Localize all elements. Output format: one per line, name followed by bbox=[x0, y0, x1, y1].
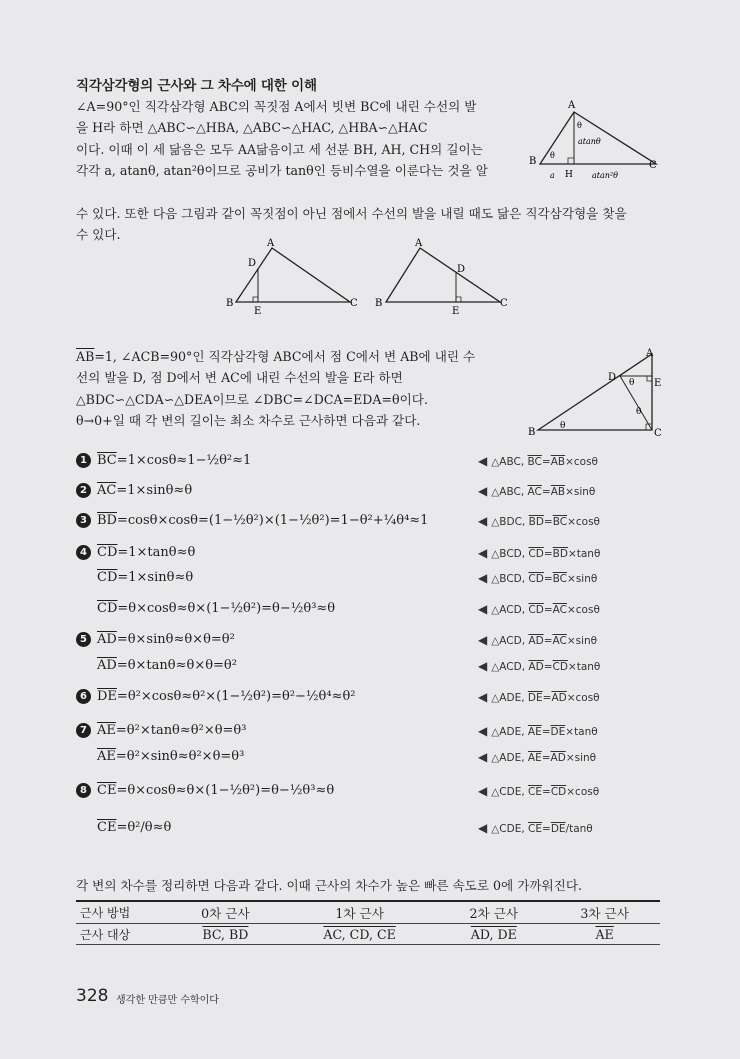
intro-line: 을 H라 하면 △ABC∽△HBA, △ABC∽△HAC, △HBA∽△HAC bbox=[76, 120, 428, 136]
table-header-cell: 1차 근사 bbox=[281, 901, 439, 924]
equation-segment: $\overline{CD}$ bbox=[97, 545, 118, 560]
note-arrow: ◀ bbox=[478, 484, 488, 498]
page-number: 328 bbox=[76, 986, 109, 1006]
note-text: = bbox=[542, 786, 551, 798]
equation-note bbox=[478, 598, 600, 620]
equation-segment: $\overline{CE}$ bbox=[97, 783, 117, 798]
fig1-label-H: H bbox=[565, 170, 573, 180]
intro-paragraph-cont bbox=[76, 203, 666, 246]
order-table bbox=[76, 900, 660, 945]
equation-segment: $\overline{CD}$ bbox=[97, 570, 118, 585]
note-segment: $\overline{CD}$ bbox=[550, 786, 567, 798]
equation-expression: =θ×tanθ≈θ×θ=θ² bbox=[116, 658, 237, 673]
equation-note bbox=[478, 450, 598, 472]
summary-text: 각 변의 차수를 정리하면 다음과 같다. 이때 근사의 차수가 높은 빠른 속도로 0에 가까워진다. bbox=[76, 878, 583, 893]
fig4-label-A: A bbox=[646, 348, 654, 359]
intro-line: ∠A=90°인 직각삼각형 ABC의 꼭짓점 A에서 빗변 BC에 내린 수선의 발 bbox=[76, 99, 477, 114]
table-header-cell: 2차 근사 bbox=[438, 901, 549, 924]
note-text: = bbox=[542, 823, 551, 835]
note-segment: $\overline{DE}$ bbox=[527, 692, 543, 704]
note-text: △ACD, bbox=[491, 661, 529, 673]
note-segment: $\overline{AD}$ bbox=[551, 692, 567, 704]
note-text: ×cosθ bbox=[565, 456, 598, 468]
problem-line: =1, ∠ACB=90°인 직각삼각형 ABC에서 점 C에서 변 AB에 내린 수 bbox=[94, 349, 476, 364]
note-segment: $\overline{BC}$ bbox=[552, 573, 568, 585]
equation-segment: $\overline{AE}$ bbox=[97, 723, 116, 738]
note-segment: $\overline{CD}$ bbox=[528, 573, 544, 585]
equation-segment: $\overline{AE}$ bbox=[97, 749, 116, 764]
equation-segment: $\overline{AD}$ bbox=[97, 658, 117, 673]
fig1-side-atan2: atan²θ bbox=[592, 171, 618, 180]
equation-expression: =θ²×cosθ≈θ²×(1−½θ²)=θ²−½θ⁴≈θ² bbox=[116, 689, 356, 704]
note-segment: $\overline{AC}$ bbox=[552, 635, 567, 647]
note-text: = bbox=[542, 692, 552, 704]
equation-expression: =θ×cosθ≈θ×(1−½θ²)=θ−½θ³≈θ bbox=[116, 783, 335, 798]
fig2-label-B: B bbox=[226, 298, 234, 309]
note-segment: $\overline{DE}$ bbox=[550, 726, 566, 738]
note-text: △BCD, bbox=[491, 573, 529, 585]
segment-ab: $\overline{AB}$ bbox=[76, 349, 95, 364]
fig3-label-B: B bbox=[375, 298, 383, 309]
note-text: △ADE, bbox=[491, 726, 528, 738]
fig1-label-C: C bbox=[649, 160, 657, 171]
equation-note bbox=[478, 780, 599, 802]
note-segment: $\overline{AC}$ bbox=[527, 486, 542, 498]
problem-line: θ→0+일 때 각 변의 길이는 최소 차수로 근사하면 다음과 같다. bbox=[76, 413, 421, 429]
note-text: △ABC, bbox=[491, 456, 528, 468]
equation-segment: $\overline{CE}$ bbox=[97, 820, 117, 835]
note-arrow: ◀ bbox=[478, 602, 488, 616]
equation-number: 1 bbox=[76, 453, 91, 468]
note-text: ×sinθ bbox=[565, 752, 597, 764]
note-text: △BCD, bbox=[491, 548, 529, 560]
problem-line: 선의 발을 D, 점 D에서 변 AC에 내린 수선의 발을 E라 하면 bbox=[76, 370, 403, 386]
note-segment: $\overline{AD}$ bbox=[550, 752, 566, 764]
equation-note bbox=[478, 655, 600, 677]
problem-line: △BDC∽△CDA∽△DEA이므로 ∠DBC=∠DCA=EDA=θ이다. bbox=[76, 391, 428, 407]
note-text: = bbox=[543, 516, 553, 528]
note-segment: $\overline{CD}$ bbox=[552, 661, 568, 673]
note-text: = bbox=[543, 635, 553, 647]
note-text: ×sinθ bbox=[565, 486, 596, 498]
note-text: ×tanθ bbox=[567, 661, 601, 673]
fig2-label-A: A bbox=[267, 238, 275, 249]
footer-title: 생각한 만큼만 수학이다 bbox=[116, 995, 219, 1006]
fig1-theta: θ bbox=[550, 151, 555, 160]
note-text: /tanθ bbox=[565, 823, 593, 835]
note-text: △ADE, bbox=[491, 692, 528, 704]
note-text: = bbox=[543, 661, 553, 673]
fig3-label-D: D bbox=[457, 264, 466, 275]
note-text: △BDC, bbox=[491, 516, 529, 528]
note-text: = bbox=[541, 456, 551, 468]
table-row bbox=[76, 924, 660, 945]
note-text: = bbox=[541, 486, 551, 498]
note-arrow: ◀ bbox=[478, 633, 488, 647]
equation-row bbox=[76, 686, 356, 708]
intro-line: 이다. 이때 이 세 닮음은 모두 AA닮음이고 세 선분 BH, AH, CH의 길이는 bbox=[76, 141, 483, 157]
note-text: △CDE, bbox=[491, 823, 529, 835]
fig4-label-D: D bbox=[608, 372, 617, 383]
note-segment: $\overline{AD}$ bbox=[528, 661, 544, 673]
figure-altitude-triangle bbox=[528, 98, 668, 180]
equation-row bbox=[76, 746, 244, 768]
note-text: △CDE, bbox=[491, 786, 529, 798]
note-arrow: ◀ bbox=[478, 546, 488, 560]
fig2-label-C: C bbox=[350, 298, 358, 309]
equation-expression: =θ²×sinθ≈θ²×θ=θ³ bbox=[115, 749, 245, 764]
equation-note bbox=[478, 720, 598, 742]
equation-number: 8 bbox=[76, 783, 91, 798]
fig4-theta-b: θ bbox=[560, 421, 566, 431]
equation-segment: $\overline{BC}$ bbox=[97, 453, 117, 468]
equation-segment: $\overline{AD}$ bbox=[97, 632, 117, 647]
note-text: ×cosθ bbox=[566, 604, 600, 616]
table-header-cell: 근사 방법 bbox=[76, 901, 170, 924]
note-text: △ACD, bbox=[491, 604, 529, 616]
note-text: = bbox=[543, 604, 553, 616]
note-segment: $\overline{AE}$ bbox=[527, 752, 542, 764]
fig3-label-E: E bbox=[452, 306, 460, 316]
equation-row bbox=[76, 567, 193, 589]
equation-note bbox=[478, 542, 600, 564]
fig1-side-a: a bbox=[550, 171, 555, 180]
equation-note bbox=[478, 817, 593, 839]
equation-number: 4 bbox=[76, 545, 91, 560]
note-text: ×tanθ bbox=[565, 726, 598, 738]
table-cell: BC, BD bbox=[170, 924, 281, 945]
equation-expression: =θ×sinθ≈θ×θ=θ² bbox=[116, 632, 235, 647]
equation-row bbox=[76, 598, 335, 620]
note-segment: $\overline{BC}$ bbox=[527, 456, 542, 468]
problem-paragraph bbox=[76, 346, 526, 432]
note-arrow: ◀ bbox=[478, 821, 488, 835]
note-segment: $\overline{AC}$ bbox=[552, 604, 567, 616]
note-text: = bbox=[543, 548, 553, 560]
equation-row bbox=[76, 780, 334, 802]
note-arrow: ◀ bbox=[478, 454, 488, 468]
equation-expression: =cosθ×cosθ=(1−½θ²)×(1−½θ²)=1−θ²+¼θ⁴≈1 bbox=[116, 513, 429, 528]
figure-nested-triangle bbox=[528, 346, 668, 438]
figure-triangle-right bbox=[372, 236, 512, 316]
figure-triangle-left bbox=[220, 236, 360, 316]
equation-expression: =θ×cosθ≈θ×(1−½θ²)=θ−½θ³≈θ bbox=[117, 601, 336, 616]
table-header-row bbox=[76, 901, 660, 924]
note-text: ×cosθ bbox=[566, 786, 600, 798]
note-text: ×tanθ bbox=[567, 548, 601, 560]
equation-segment: $\overline{DE}$ bbox=[97, 689, 117, 704]
intro-line: 수 있다. 또한 다음 그림과 같이 꼭짓점이 아닌 점에서 수선의 발을 내릴 때도 닮은 직각삼각형을 찾을 bbox=[76, 206, 627, 221]
section-heading: 직각삼각형의 근사와 그 차수에 대한 이해 bbox=[76, 78, 317, 94]
table-header-cell: 0차 근사 bbox=[170, 901, 281, 924]
note-text: ×sinθ bbox=[567, 573, 598, 585]
fig4-label-E: E bbox=[654, 378, 662, 389]
table-header-cell: 3차 근사 bbox=[549, 901, 660, 924]
equation-row bbox=[76, 655, 237, 677]
note-arrow: ◀ bbox=[478, 724, 488, 738]
note-segment: $\overline{BD}$ bbox=[528, 516, 544, 528]
fig2-label-D: D bbox=[248, 258, 257, 269]
note-segment: $\overline{CE}$ bbox=[528, 786, 543, 798]
equation-row bbox=[76, 480, 192, 502]
fig2-label-E: E bbox=[254, 306, 262, 316]
note-text: △ACD, bbox=[491, 635, 529, 647]
fig4-theta-d: θ bbox=[629, 378, 635, 388]
note-segment: $\overline{CD}$ bbox=[528, 604, 544, 616]
fig3-label-A: A bbox=[415, 238, 423, 249]
equation-row bbox=[76, 542, 195, 564]
equation-row bbox=[76, 720, 246, 742]
note-text: ×cosθ bbox=[567, 516, 600, 528]
fig4-label-C: C bbox=[654, 428, 662, 438]
equation-row bbox=[76, 450, 251, 472]
table-cell: AD, DE bbox=[438, 924, 549, 945]
table-cell: $\overline{AE}$ bbox=[549, 924, 660, 945]
note-segment: $\overline{BD}$ bbox=[552, 548, 568, 560]
equation-note bbox=[478, 480, 595, 502]
fig4-label-B: B bbox=[528, 427, 536, 438]
equation-number: 6 bbox=[76, 689, 91, 704]
equation-expression: =1×sinθ≈θ bbox=[117, 570, 194, 585]
equation-row bbox=[76, 510, 428, 532]
note-segment: $\overline{CE}$ bbox=[528, 823, 543, 835]
equation-number: 3 bbox=[76, 513, 91, 528]
equation-row bbox=[76, 629, 235, 651]
note-segment: $\overline{AB}$ bbox=[550, 456, 566, 468]
intro-line: 각각 a, atanθ, atan²θ이므로 공비가 tanθ인 등비수열을 이룬다는 것을 알 bbox=[76, 163, 488, 179]
note-segment: $\overline{AB}$ bbox=[550, 486, 566, 498]
equation-expression: =θ²×tanθ≈θ²×θ=θ³ bbox=[115, 723, 247, 738]
fig1-theta-top: θ bbox=[577, 121, 582, 130]
fig1-label-B: B bbox=[529, 156, 537, 167]
equation-number: 7 bbox=[76, 723, 91, 738]
fig1-label-A: A bbox=[568, 100, 576, 111]
note-arrow: ◀ bbox=[478, 571, 488, 585]
equation-segment: $\overline{BD}$ bbox=[97, 513, 117, 528]
note-text: = bbox=[543, 573, 553, 585]
equation-expression: =1×sinθ≈θ bbox=[116, 483, 193, 498]
table-cell: AC, CD, CE bbox=[281, 924, 439, 945]
equation-note bbox=[478, 567, 597, 589]
equation-segment: $\overline{CD}$ bbox=[97, 601, 118, 616]
note-segment: $\overline{DE}$ bbox=[550, 823, 566, 835]
note-text: △ADE, bbox=[491, 752, 528, 764]
note-text: = bbox=[541, 752, 551, 764]
note-text: ×sinθ bbox=[566, 635, 598, 647]
equation-number: 2 bbox=[76, 483, 91, 498]
intro-paragraph bbox=[76, 96, 526, 182]
equation-row bbox=[76, 817, 171, 839]
note-segment: $\overline{AD}$ bbox=[528, 635, 544, 647]
equation-expression: =1×tanθ≈θ bbox=[117, 545, 196, 560]
intro-line: 수 있다. bbox=[76, 227, 121, 243]
equation-note bbox=[478, 746, 596, 768]
equation-number: 5 bbox=[76, 632, 91, 647]
note-arrow: ◀ bbox=[478, 514, 488, 528]
fig3-label-C: C bbox=[500, 298, 508, 309]
fig1-side-atan: atanθ bbox=[578, 137, 601, 146]
note-segment: $\overline{CD}$ bbox=[528, 548, 544, 560]
equation-expression: =1×cosθ≈1−½θ²≈1 bbox=[116, 453, 252, 468]
equation-note bbox=[478, 629, 597, 651]
note-arrow: ◀ bbox=[478, 784, 488, 798]
note-text: △ABC, bbox=[491, 486, 528, 498]
equation-segment: $\overline{AC}$ bbox=[97, 483, 117, 498]
note-text: = bbox=[541, 726, 551, 738]
note-arrow: ◀ bbox=[478, 750, 488, 764]
note-arrow: ◀ bbox=[478, 690, 488, 704]
note-segment: $\overline{AE}$ bbox=[527, 726, 542, 738]
note-text: ×cosθ bbox=[566, 692, 600, 704]
table-row-label: 근사 대상 bbox=[76, 924, 170, 945]
fig4-theta-c: θ bbox=[636, 407, 642, 417]
equation-note bbox=[478, 510, 600, 532]
equation-expression: =θ²/θ≈θ bbox=[116, 820, 172, 835]
equation-note bbox=[478, 686, 600, 708]
note-arrow: ◀ bbox=[478, 659, 488, 673]
note-segment: $\overline{BC}$ bbox=[552, 516, 568, 528]
